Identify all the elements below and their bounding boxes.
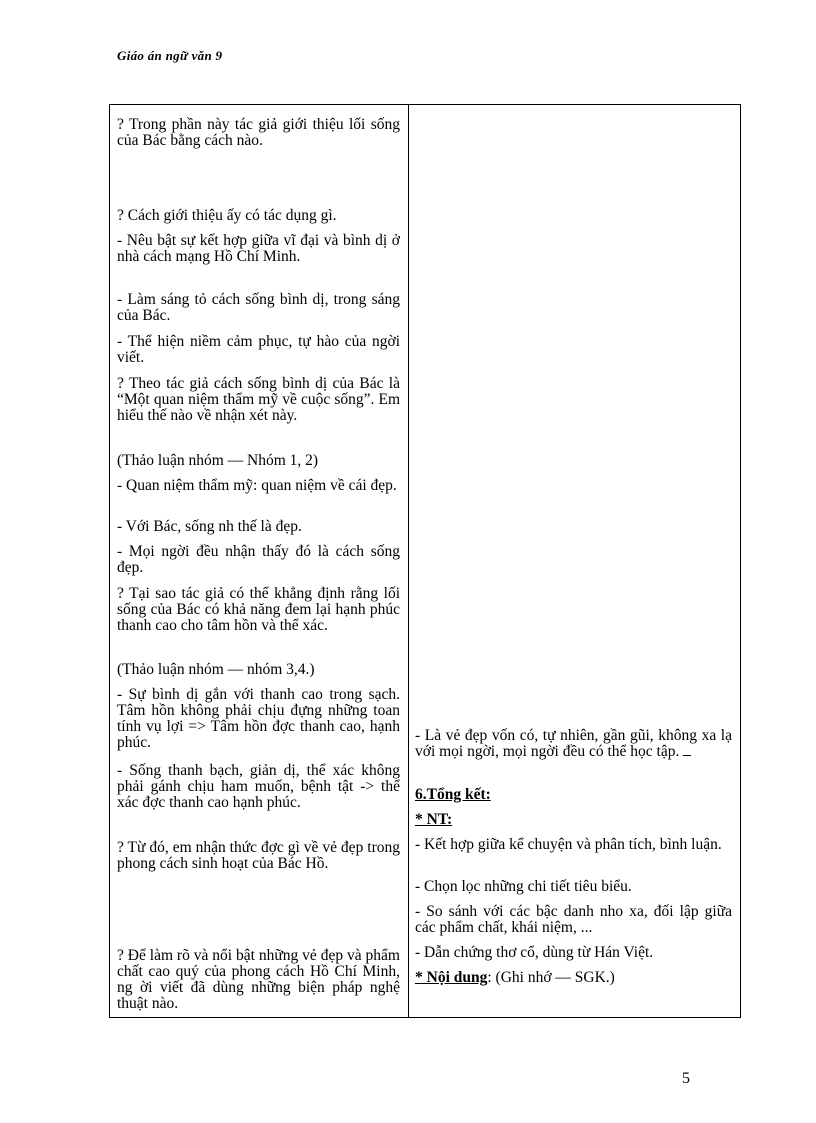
question-lifestyle-method: ? Trong phần này tác giả giới thiệu lối sống của Bác bằng cách nào. (117, 116, 400, 149)
answer-point: - Quan niệm thẩm mỹ: quan niệm về cái đẹp. (117, 477, 397, 494)
question-effect: ? Cách giới thiệu ấy có tác dụng gì. (117, 207, 337, 224)
question-happiness: ? Tại sao tác giả có thể khẳng định rằng lối sống của Bác có khả năng đem lại hạnh phúc thanh cao cho tâm hồn và thể xác. (117, 585, 400, 634)
answer-beauty (415, 728, 732, 760)
lesson-table (109, 104, 741, 1018)
answer-beauty-text: - Là vẻ đẹp vốn có, tự nhiên, gần gũi, không xa lạ với mọi ngời, mọi ngời đều có thể học tập. (415, 727, 732, 760)
content-text: : (Ghi nhớ — SGK.) (487, 969, 615, 986)
group-discussion-note: (Thảo luận nhóm — Nhóm 1, 2) (117, 452, 319, 469)
art-point: - Chọn lọc những chi tiết tiêu biểu. (415, 878, 632, 895)
question-art-techniques: ? Để làm rõ và nổi bật những vẻ đẹp và phẩm chất cao quý của phong cách Hồ Chí Minh, ng ời viết đã dùng những biện pháp nghệ thuật nào. (117, 947, 400, 1012)
art-point: - So sánh với các bậc danh nho xa, đối lập giữa các phẩm chất, khái niệm, ... (415, 903, 732, 936)
answer-point: - Sống thanh bạch, giản dị, thể xác không phải gánh chịu ham muốn, bệnh tật -> thể xác đợc thanh cao hạnh phúc. (117, 762, 400, 811)
content-line (415, 970, 732, 986)
group-discussion-note: (Thảo luận nhóm — nhóm 3,4.) (117, 661, 315, 678)
answer-point: - Mọi ngời đều nhận thấy đó là cách sống đẹp. (117, 543, 400, 576)
art-heading: * NT: (415, 811, 453, 828)
summary-heading: 6.Tổng kết: (415, 786, 491, 803)
art-point: - Kết hợp giữa kể chuyện và phân tích, bình luận. (415, 836, 722, 853)
answer-point: - Làm sáng tỏ cách sống bình dị, trong sáng của Bác. (117, 291, 400, 324)
answer-point: - Thể hiện niềm cảm phục, tự hào của ngời viết. (117, 333, 400, 366)
answer-point: - Sự bình dị gắn với thanh cao trong sạch. Tâm hồn không phải chịu đựng những toan tính vụ lợi => Tâm hồn đợc thanh cao, hạnh phúc. (117, 686, 400, 751)
answer-point: - Với Bác, sống nh thế là đẹp. (117, 518, 302, 535)
art-point: - Dẫn chứng thơ cổ, dùng từ Hán Việt. (415, 944, 654, 961)
content-label: * Nội dung (415, 969, 488, 986)
document-header: Giáo án ngữ văn 9 (117, 48, 223, 63)
page-number: 5 (682, 1070, 690, 1087)
question-aesthetic: ? Theo tác giả cách sống bình dị của Bác là “Một quan niệm thẩm mỹ về cuộc sống”. Em hiểu thế nào về nhận xét này. (117, 375, 400, 424)
question-beauty: ? Từ đó, em nhận thức đợc gì về vẻ đẹp trong phong cách sinh hoạt của Bác Hồ. (117, 839, 400, 872)
underline-mark (683, 745, 691, 756)
questions-column (110, 105, 409, 1017)
answer-point: - Nêu bật sự kết hợp giữa vĩ đại và bình dị ở nhà cách mạng Hồ Chí Minh. (117, 232, 400, 265)
answers-column (409, 105, 740, 1017)
